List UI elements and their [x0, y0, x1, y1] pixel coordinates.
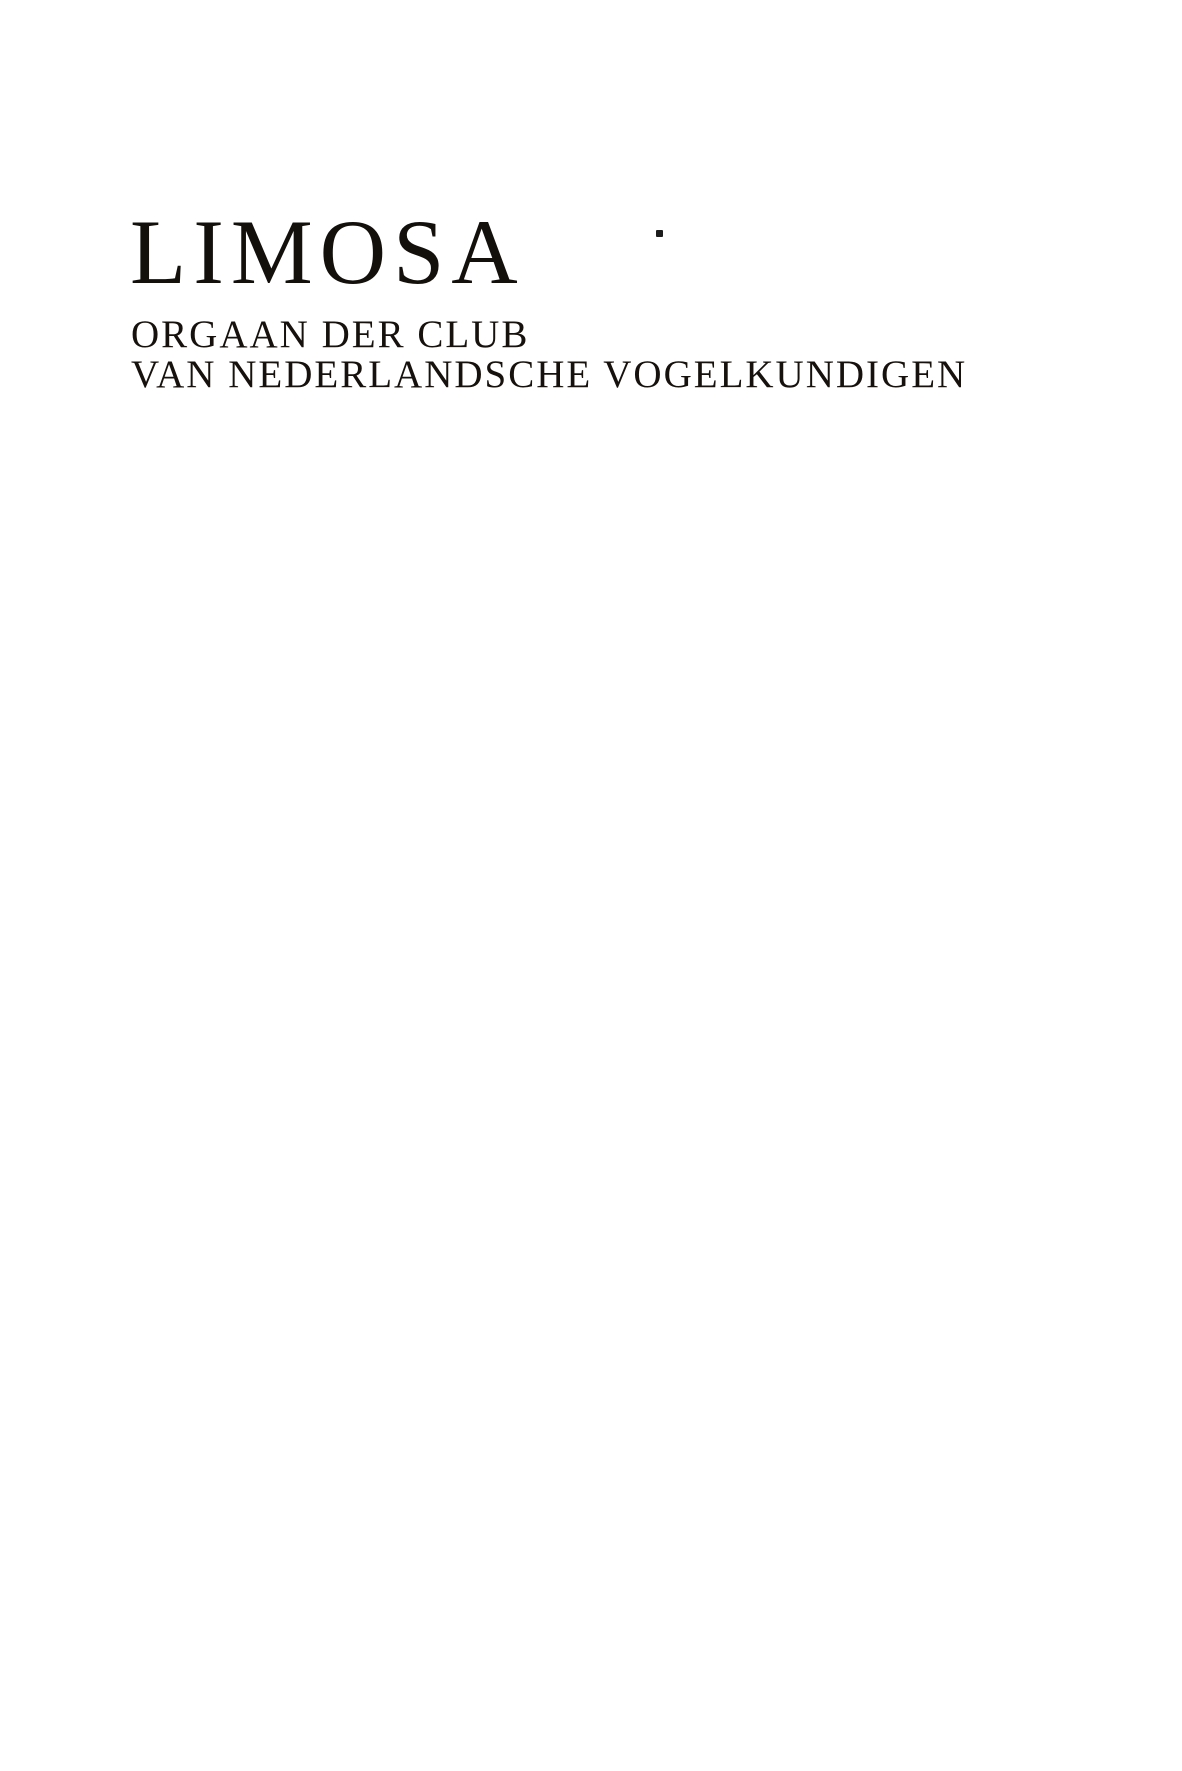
ink-speck: [656, 230, 663, 237]
journal-subtitle-line-1: ORGAAN DER CLUB: [131, 313, 530, 356]
masthead: [0, 0, 1182, 420]
journal-subtitle-line-2: VAN NEDERLANDSCHE VOGELKUNDIGEN: [131, 353, 968, 396]
journal-title: LIMOSA: [130, 201, 525, 303]
